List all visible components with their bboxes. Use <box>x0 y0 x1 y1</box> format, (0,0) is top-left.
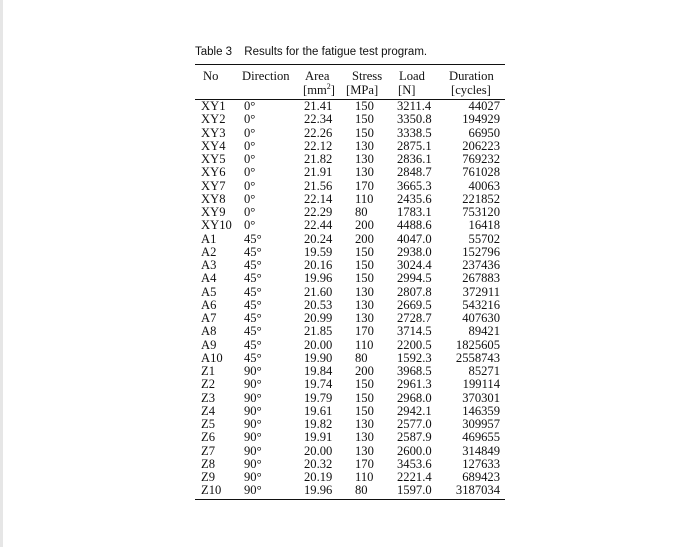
cell-stress: 80 <box>355 205 368 219</box>
cell-load: 1783.1 <box>397 205 432 219</box>
cell-stress: 150 <box>355 403 374 418</box>
cell-load: 2587.9 <box>397 430 432 445</box>
cell-stress: 80 <box>355 483 368 498</box>
cell-direction: 45° <box>244 258 262 272</box>
cell-area: 19.91 <box>304 430 333 445</box>
cell-stress: 170 <box>355 456 374 471</box>
cell-load: 2577.0 <box>397 417 432 431</box>
cell-load: 2807.8 <box>397 284 432 299</box>
cell-area: 19.61 <box>304 403 333 418</box>
cell-duration: 2558743 <box>455 350 500 365</box>
cell-direction: 90° <box>244 470 262 484</box>
cell-load: 1592.3 <box>397 350 432 365</box>
cell-area: 21.41 <box>304 99 333 113</box>
cell-duration: 689423 <box>462 470 500 484</box>
cell-area: 20.32 <box>304 456 333 471</box>
cell-area: 22.44 <box>304 218 333 233</box>
cell-stress: 110 <box>355 470 374 484</box>
cell-duration: 199114 <box>462 377 500 392</box>
cell-load: 2994.5 <box>397 271 432 286</box>
unit-load: [N] <box>398 83 416 97</box>
cell-stress: 110 <box>355 337 374 352</box>
cell-duration: 267883 <box>462 271 500 286</box>
cell-load: 2728.7 <box>397 311 432 325</box>
cell-direction: 0° <box>244 125 256 140</box>
header-no: No <box>203 69 219 83</box>
cell-load: 2968.0 <box>397 390 432 405</box>
cell-area: 20.00 <box>304 337 333 352</box>
cell-load: 4047.0 <box>397 231 432 246</box>
cell-area: 21.82 <box>304 152 333 166</box>
cell-area: 20.99 <box>304 311 333 325</box>
cell-stress: 150 <box>355 125 374 140</box>
cell-duration: 152796 <box>462 244 500 259</box>
unit-area <box>303 81 335 97</box>
cell-area: 22.29 <box>304 205 333 219</box>
cell-load: 3024.4 <box>397 258 432 272</box>
cell-no: A9 <box>201 337 217 352</box>
cell-direction: 0° <box>244 178 256 193</box>
cell-duration: 66950 <box>468 125 500 140</box>
cell-no: A4 <box>201 271 217 286</box>
cell-no: XY4 <box>201 138 226 153</box>
cell-duration: 1825605 <box>455 337 500 352</box>
cell-stress: 170 <box>355 178 374 193</box>
cell-direction: 45° <box>244 284 262 299</box>
cell-load: 4488.6 <box>397 218 432 233</box>
cell-duration: 127633 <box>462 456 500 471</box>
cell-stress: 150 <box>355 112 374 127</box>
cell-stress: 130 <box>355 284 374 299</box>
cell-no: A6 <box>201 297 217 312</box>
cell-area: 19.90 <box>304 350 333 365</box>
cell-no: A10 <box>201 350 223 365</box>
cell-no: A3 <box>201 258 217 272</box>
cell-load: 3714.5 <box>397 324 432 339</box>
cell-no: A7 <box>201 311 217 325</box>
cell-area: 19.82 <box>304 417 333 431</box>
cell-direction: 45° <box>244 337 262 352</box>
header-load: Load <box>399 69 425 83</box>
cell-area: 20.53 <box>304 297 333 312</box>
cell-area: 20.16 <box>304 258 333 272</box>
cell-direction: 90° <box>244 403 262 418</box>
cell-stress: 130 <box>355 430 374 445</box>
cell-no: XY1 <box>201 99 226 113</box>
cell-direction: 0° <box>244 152 256 166</box>
cell-no: A1 <box>201 231 217 246</box>
cell-direction: 0° <box>244 112 256 127</box>
cell-no: XY9 <box>201 205 226 219</box>
cell-area: 20.19 <box>304 470 333 484</box>
cell-direction: 90° <box>244 430 262 445</box>
cell-duration: 3187034 <box>455 483 500 498</box>
cell-load: 2875.1 <box>397 138 432 153</box>
cell-direction: 0° <box>244 205 256 219</box>
cell-direction: 90° <box>244 390 262 405</box>
cell-no: Z10 <box>201 483 222 498</box>
cell-stress: 110 <box>355 191 374 206</box>
cell-duration: 543216 <box>462 297 500 312</box>
cell-no: Z2 <box>201 377 215 392</box>
cell-area: 19.74 <box>304 377 333 392</box>
cell-duration: 44027 <box>468 99 500 113</box>
cell-area: 19.84 <box>304 364 333 378</box>
cell-no: XY6 <box>201 165 226 180</box>
cell-duration: 206223 <box>462 138 500 153</box>
cell-area: 20.00 <box>304 443 333 458</box>
header-area: Area <box>305 69 330 83</box>
cell-no: XY5 <box>201 152 226 166</box>
cell-area: 21.56 <box>304 178 333 193</box>
cell-stress: 130 <box>355 311 374 325</box>
cell-stress: 130 <box>355 443 374 458</box>
cell-direction: 0° <box>244 165 256 180</box>
cell-stress: 150 <box>355 390 374 405</box>
cell-duration: 314849 <box>462 443 500 458</box>
cell-area: 21.60 <box>304 284 333 299</box>
cell-load: 2669.5 <box>397 297 432 312</box>
cell-no: XY2 <box>201 112 226 127</box>
cell-stress: 200 <box>355 364 374 378</box>
cell-no: Z8 <box>201 456 215 471</box>
cell-direction: 45° <box>244 271 262 286</box>
cell-no: XY3 <box>201 125 226 140</box>
cell-stress: 130 <box>355 152 374 166</box>
table-caption-number: Table 3 <box>195 46 233 58</box>
cell-load: 2938.0 <box>397 244 432 259</box>
cell-duration: 16418 <box>468 218 500 233</box>
cell-direction: 0° <box>244 218 256 233</box>
cell-no: A8 <box>201 324 217 339</box>
cell-no: Z1 <box>201 364 215 378</box>
cell-duration: 85271 <box>468 364 500 378</box>
header-stress: Stress <box>352 69 383 83</box>
cell-direction: 0° <box>244 191 256 206</box>
cell-stress: 150 <box>355 377 374 392</box>
cell-load: 2848.7 <box>397 165 432 180</box>
cell-stress: 150 <box>355 271 374 286</box>
header-direction: Direction <box>242 69 290 83</box>
cell-duration: 407630 <box>462 311 500 325</box>
cell-direction: 45° <box>244 231 262 246</box>
page-edge <box>0 0 3 547</box>
cell-stress: 170 <box>355 324 374 339</box>
cell-direction: 90° <box>244 443 262 458</box>
cell-load: 2961.3 <box>397 377 432 392</box>
cell-duration: 309957 <box>462 417 500 431</box>
cell-area: 20.24 <box>304 231 333 246</box>
cell-load: 2836.1 <box>397 152 432 166</box>
cell-direction: 90° <box>244 483 262 498</box>
cell-load: 3211.4 <box>397 99 432 113</box>
cell-duration: 89421 <box>468 324 500 339</box>
cell-area: 22.12 <box>304 138 333 153</box>
cell-load: 3338.5 <box>397 125 432 140</box>
cell-stress: 150 <box>355 258 374 272</box>
cell-no: Z5 <box>201 417 215 431</box>
cell-direction: 45° <box>244 244 262 259</box>
cell-load: 2200.5 <box>397 337 432 352</box>
table-caption <box>195 46 427 58</box>
cell-stress: 130 <box>355 297 374 312</box>
cell-direction: 90° <box>244 377 262 392</box>
cell-no: XY7 <box>201 178 226 193</box>
cell-area: 22.14 <box>304 191 333 206</box>
cell-no: Z7 <box>201 443 215 458</box>
cell-stress: 150 <box>355 99 374 113</box>
table-caption-text: Results for the fatigue test program. <box>244 46 428 58</box>
cell-duration: 370301 <box>462 390 500 405</box>
cell-duration: 769232 <box>462 152 500 166</box>
cell-duration: 40063 <box>468 178 500 193</box>
cell-direction: 45° <box>244 297 262 312</box>
header-duration: Duration <box>449 69 494 83</box>
cell-direction: 90° <box>244 456 262 471</box>
cell-area: 21.91 <box>304 165 333 180</box>
cell-duration: 55702 <box>468 231 500 246</box>
cell-load: 2221.4 <box>397 470 432 484</box>
cell-direction: 0° <box>244 99 256 113</box>
unit-stress: [MPa] <box>346 83 379 97</box>
cell-direction: 90° <box>244 364 262 378</box>
cell-duration: 194929 <box>462 112 500 127</box>
cell-direction: 45° <box>244 350 262 365</box>
cell-no: Z4 <box>201 403 215 418</box>
cell-load: 2600.0 <box>397 443 432 458</box>
cell-duration: 753120 <box>462 205 500 219</box>
cell-no: Z9 <box>201 470 215 484</box>
cell-load: 1597.0 <box>397 483 432 498</box>
cell-area: 22.26 <box>304 125 333 140</box>
cell-area: 19.96 <box>304 483 333 498</box>
unit-duration: [cycles] <box>451 83 491 97</box>
cell-direction: 45° <box>244 324 262 339</box>
table-bottom-rule <box>195 499 505 500</box>
cell-no: Z6 <box>201 430 215 445</box>
cell-area: 21.85 <box>304 324 333 339</box>
cell-direction: 90° <box>244 417 262 431</box>
cell-no: XY8 <box>201 191 226 206</box>
cell-load: 2435.6 <box>397 191 432 206</box>
cell-no: Z3 <box>201 390 215 405</box>
table-top-rule <box>195 64 505 65</box>
cell-stress: 130 <box>355 417 374 431</box>
cell-area: 19.96 <box>304 271 333 286</box>
cell-direction: 0° <box>244 138 256 153</box>
cell-no: A2 <box>201 244 217 259</box>
cell-direction: 45° <box>244 311 262 325</box>
cell-area: 19.59 <box>304 244 333 259</box>
cell-stress: 200 <box>355 231 374 246</box>
cell-load: 3665.3 <box>397 178 432 193</box>
cell-stress: 80 <box>355 350 368 365</box>
cell-duration: 761028 <box>462 165 500 180</box>
cell-stress: 200 <box>355 218 374 233</box>
unit-area-close: ] <box>330 83 335 97</box>
cell-no: XY10 <box>201 218 232 233</box>
cell-load: 3453.6 <box>397 456 432 471</box>
cell-load: 3968.5 <box>397 364 432 378</box>
cell-duration: 237436 <box>462 258 500 272</box>
unit-area-base: [mm <box>303 83 327 97</box>
cell-stress: 130 <box>355 138 374 153</box>
cell-duration: 372911 <box>462 284 500 299</box>
cell-area: 22.34 <box>304 112 333 127</box>
cell-duration: 469655 <box>462 430 500 445</box>
cell-load: 2942.1 <box>397 403 432 418</box>
cell-stress: 130 <box>355 165 374 180</box>
cell-no: A5 <box>201 284 217 299</box>
cell-load: 3350.8 <box>397 112 432 127</box>
cell-stress: 150 <box>355 244 374 259</box>
unit-area-exponent: 2 <box>326 81 331 91</box>
cell-area: 19.79 <box>304 390 333 405</box>
cell-duration: 146359 <box>462 403 500 418</box>
cell-duration: 221852 <box>462 191 500 206</box>
